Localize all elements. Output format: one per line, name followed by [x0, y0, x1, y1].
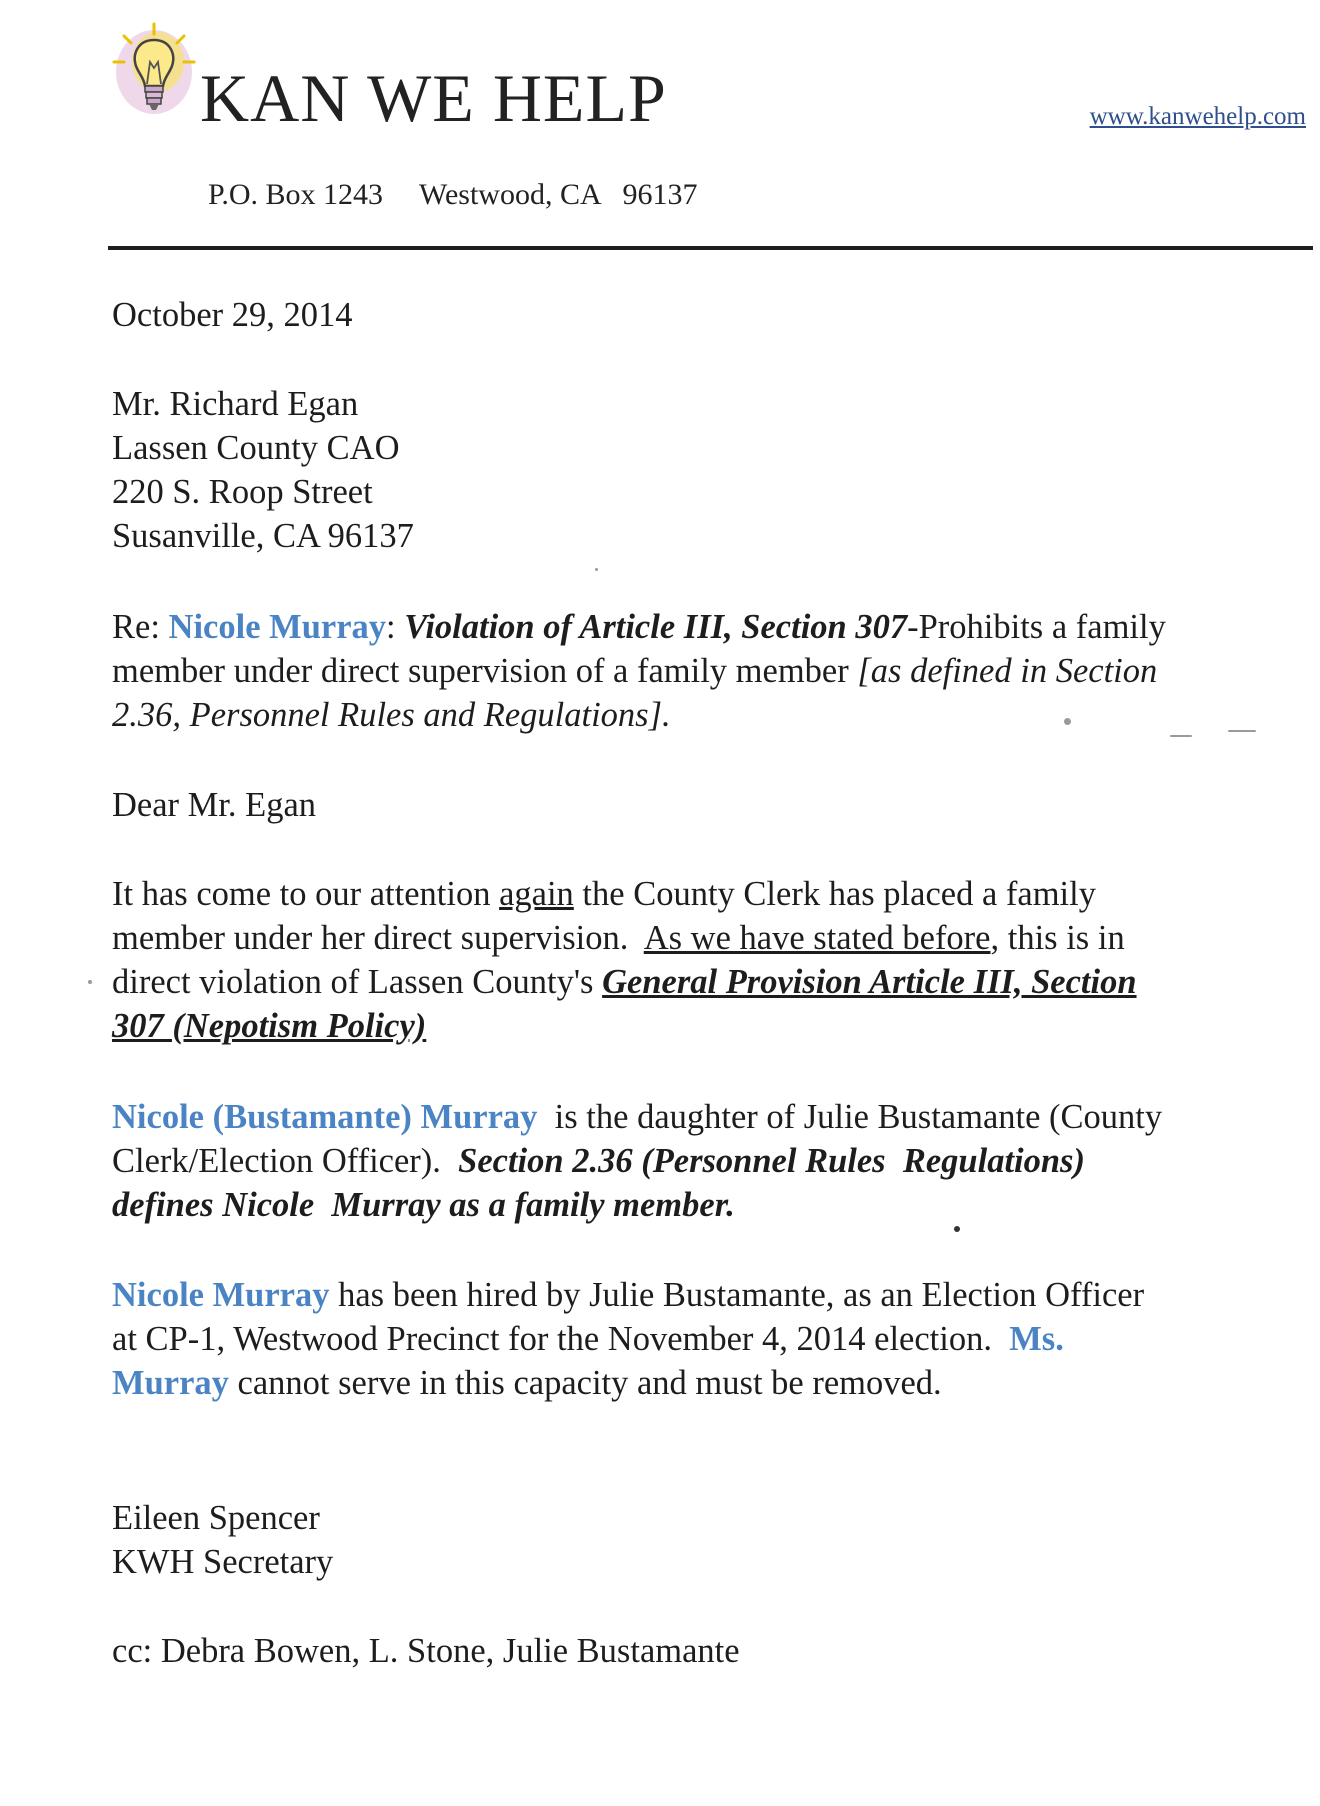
p3-text-a: has been hired by Julie Bustamante, as an Election Officer [329, 1276, 1145, 1314]
subject-colon: : [386, 608, 405, 646]
p1-text-e: direct violation of Lassen County's [112, 963, 603, 1001]
p1-policy-a: General Provision Article III, Section [602, 963, 1137, 1001]
po-box: P.O. Box 1243 [208, 178, 384, 211]
subject-line-2-italic: [as defined in Section [857, 652, 1158, 690]
header-divider [108, 246, 1313, 250]
subject-name: Nicole Murray [168, 608, 387, 646]
subject-line-3: 2.36, Personnel Rules and Regulations]. [112, 696, 671, 734]
signature-name: Eileen Spencer [112, 1499, 320, 1537]
website-link[interactable]: www.kanwehelp.com [1089, 103, 1306, 130]
recipient-street: 220 S. Roop Street [112, 473, 373, 511]
p1-stated-before: As we have stated before [643, 919, 991, 957]
p1-again: again [499, 875, 574, 913]
subject-violation: Violation of Article III, Section 307 [404, 608, 908, 646]
city-state-zip: Westwood, CA 96137 [419, 178, 698, 211]
paragraph-2-line-2 [112, 1144, 1085, 1179]
subject-line-2 [112, 654, 1157, 689]
salutation: Dear Mr. Egan [112, 786, 317, 824]
paragraph-1-line-2 [112, 921, 1125, 956]
recipient-name: Mr. Richard Egan [112, 385, 359, 423]
p2-section: Section 2.36 (Personnel Rules Regulations) [458, 1142, 1085, 1180]
p2-name: Nicole (Bustamante) Murray [112, 1098, 538, 1136]
paragraph-1-line-4: 307 (Nepotism Policy) [112, 1007, 427, 1045]
p2-text-a: is the daughter of Julie Bustamante (County [537, 1098, 1163, 1136]
p3-name: Nicole Murray [112, 1276, 330, 1314]
subject-line-1 [112, 610, 1166, 645]
paragraph-3-line-2 [112, 1322, 1064, 1357]
scan-speck [954, 1226, 960, 1232]
p1-text-d: , this is in [990, 919, 1125, 957]
p1-text-c: member under her direct supervision. [112, 919, 644, 957]
scan-speck [88, 980, 92, 984]
org-address [208, 178, 697, 212]
p1-text-b: the County Clerk has placed a family [573, 875, 1096, 913]
paragraph-1-line-1 [112, 877, 1096, 912]
lightbulb-icon [112, 22, 202, 122]
p2-text-b: Clerk/Election Officer). [112, 1142, 459, 1180]
signature-title: KWH Secretary [112, 1543, 334, 1581]
scan-speck [1170, 735, 1192, 737]
scan-speck [1064, 718, 1071, 725]
p3-murray: Murray [112, 1364, 229, 1402]
p3-ms: Ms. [1009, 1320, 1064, 1358]
p3-text-b: at CP-1, Westwood Precinct for the November 4, 2014 election. [112, 1320, 1010, 1358]
paragraph-2-line-1 [112, 1100, 1162, 1135]
recipient-org: Lassen County CAO [112, 429, 400, 467]
org-name: KAN WE HELP [200, 60, 667, 136]
p1-text-a: It has come to our attention [112, 875, 500, 913]
cc-line: cc: Debra Bowen, L. Stone, Julie Bustamante [112, 1632, 740, 1670]
subject-rest: -Prohibits a family [907, 608, 1166, 646]
p3-text-c: cannot serve in this capacity and must be removed. [228, 1364, 942, 1402]
recipient-city: Susanville, CA 96137 [112, 517, 414, 555]
paragraph-3-line-3 [112, 1366, 942, 1401]
paragraph-2-line-3: defines Nicole Murray as a family member. [112, 1186, 735, 1224]
re-prefix: Re: [112, 608, 169, 646]
paragraph-3-line-1 [112, 1278, 1144, 1313]
paragraph-1-line-3 [112, 965, 1137, 1000]
scan-speck [1228, 730, 1256, 732]
letter-date: October 29, 2014 [112, 296, 353, 334]
subject-line-2-text: member under direct supervision of a family member [112, 652, 858, 690]
scan-speck [595, 568, 598, 571]
